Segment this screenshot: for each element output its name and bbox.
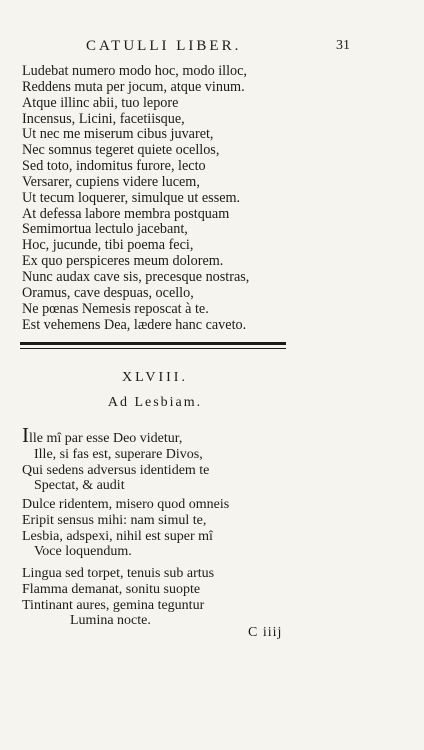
verse-line: Lumina nocte.: [70, 613, 151, 629]
verse-line: Hoc, jucunde, tibi poema feci,: [22, 237, 194, 254]
verse-line: Nunc audax cave sis, precesque nostras,: [22, 268, 250, 285]
verse-line: Atque illinc abii, tuo lepore: [22, 94, 179, 111]
drop-capital: I: [22, 423, 29, 447]
verse-line: Versarer, cupiens videre lucem,: [22, 173, 200, 190]
verse-line: Spectat, & audit: [34, 478, 125, 494]
verse-line: Ludebat numero modo hoc, modo illoc,: [22, 63, 247, 79]
verse-line: Lesbia, adspexi, nihil est super mî: [22, 528, 213, 544]
page-number: 31: [336, 38, 350, 53]
signature-mark: C iiij: [248, 625, 283, 640]
verse-line: Ut nec me miserum cibus juvaret,: [22, 126, 214, 143]
poem-continuation: [22, 64, 342, 333]
verse-line: Nec somnus tegeret quiete ocellos,: [22, 142, 220, 159]
verse-line: Ne pœnas Nemesis reposcat à te.: [22, 300, 209, 317]
verse-line: Reddens muta per jocum, atque vinum.: [22, 78, 245, 95]
verse-line: Incensus, Licini, facetiisque,: [22, 110, 185, 127]
verse-line: Ille, si fas est, superare Divos,: [34, 446, 203, 462]
verse-line: Flamma demanat, sonitu suopte: [22, 581, 201, 597]
verse-text: lle mî par esse Deo videtur,: [29, 431, 183, 446]
verse-line: Sed toto, indomitus furore, lecto: [22, 158, 206, 175]
verse-line: Dulce ridentem, misero quod omneis: [22, 497, 230, 512]
stanza-2: [22, 497, 322, 560]
verse-line: Eripit sensus mihi: nam simul te,: [22, 512, 207, 528]
verse-line: Voce loquendum.: [34, 544, 132, 560]
verse-line: At defessa labore membra postquam: [22, 205, 230, 222]
stanza-1: [22, 423, 322, 494]
verse-line: Oramus, cave despuas, ocello,: [22, 284, 194, 301]
verse-line: Tintinant aures, gemina teguntur: [22, 597, 205, 613]
verse-line: Ut tecum loquerer, simulque ut essem.: [22, 189, 241, 206]
verse-line: Qui sedens adversus identidem te: [22, 462, 210, 478]
verse-line: Ex quo perspiceres meum dolorem.: [22, 253, 224, 270]
verse-line: Lingua sed torpet, tenuis sub artus: [22, 566, 215, 581]
poem-title: Ad Lesbiam.: [107, 395, 203, 410]
section-divider-rule: [20, 342, 286, 349]
stanza-3: [22, 566, 322, 629]
running-head: CATULLI LIBER.: [86, 38, 242, 54]
verse-line: Est vehemens Dea, lædere hanc caveto.: [22, 316, 247, 333]
verse-line: [22, 423, 322, 447]
poem-number: XLVIII.: [122, 370, 188, 385]
verse-line: Semimortua lectulo jacebant,: [22, 221, 188, 238]
